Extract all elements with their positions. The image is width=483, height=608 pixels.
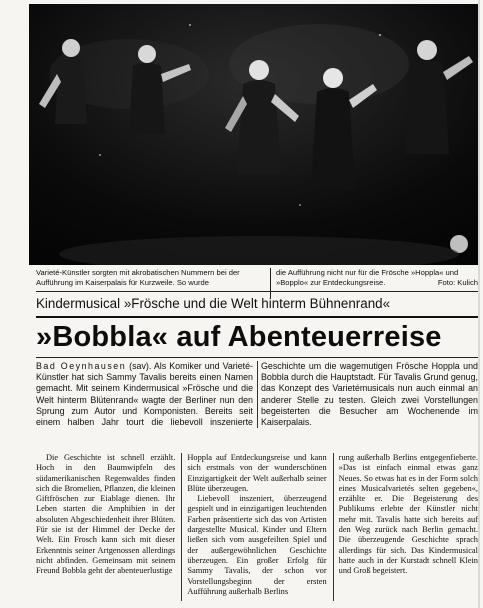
body-paragraph: rung außerhalb Berlins entgegenfieberte. »Das ist einfach einmal etwas ganz Neues. So etwas hat es in der Form solch eines Musicalvarietés selten gegeben«, erzählte er. Die Begeisterung des Publikums erlebte der Künstler nicht mehr mit. Tavalis hatte sich bereits auf den Weg zurück nach Berlin gemacht. Die überzeugende Geschichte sprach allerdings für sich. Das Kindermusical hatte auch in der Kurstadt schnell Klein und Groß begeistert. bbox=[338, 453, 478, 576]
stage-photo bbox=[29, 4, 478, 265]
page-edge bbox=[478, 0, 480, 608]
lead-paragraph bbox=[36, 361, 478, 428]
kicker-headline: Kindermusical »Frösche und die Welt hinterm Bühnenrand« bbox=[36, 296, 391, 311]
photo-credit: Foto: Kulich bbox=[437, 278, 478, 287]
article-body bbox=[36, 453, 478, 601]
stage-photo-image bbox=[29, 4, 478, 265]
lead-source: (sav). bbox=[129, 361, 152, 371]
body-paragraph: Liebevoll inszeniert, überzeugend gespielt und in einzigartigen leuchtenden Farben präsentierte sich das von Artisten dargestellte Musical. Kinder und Eltern ließen sich vom ausgefeilten Spiel und der außergewöhnlichen Geschichte überzeugen. Ein großer Erfolg für Sammy Tavalis, der schon vor Vorstellungsbeginn der ersten Aufführung außerhalb Berlins bbox=[187, 494, 327, 596]
photo-caption-right bbox=[270, 268, 478, 298]
body-paragraph: Die Geschichte ist schnell erzählt. Hoch in den Baumwipfeln des südamerikanischen Regenwaldes finden sich die Bromelien, Pflanzen, die kleinen Giftfröschen zur Eiablage dienen. Ihr Leben starten die Amphibien in der absoluten Abgeschiedenheit ihrer Blüten. Für sie ist der Himmel der Decke der Welt. Ein Frosch kann sich mit dieser Erkenntnis seiner Artgenossen allerdings nicht abfinden. Gemeinsam mit seinem Freund Bobbla geht der abenteuerlustige bbox=[36, 453, 176, 576]
photo-caption-left: Varieté-Künstler sorgten mit akrobatischen Nummern bei der Aufführung im Kaiserpalais für Kurzweile. So wurde bbox=[36, 268, 240, 287]
lead-dateline: Bad Oeynhausen bbox=[36, 361, 127, 371]
body-column-1 bbox=[36, 453, 175, 601]
photo-caption-right-line2-row bbox=[276, 278, 478, 288]
lead-text: Als Komiker und Varieté-Künstler hat sich Sammy Tavalis bereits einen Namen gemacht. Mit seinem Kindermusical »Frösche und die Welt hinterm Blütenrand« wagte der Berliner nun den Sprung zum Autor und Komponisten. Bereits seit einem halben Jahr tourt die liebevoll inszenierte Geschichte um die wagemutigen Frösche Hoppla und Bobbla durch die Hauptstadt. Für Tavalis Grund genug, das Konzept des Varietémusicals nun auch einmal an anderer Stelle zu testen. Gleich zwei Vorstellungen begeisterten die Besucher am Wochenende im Kaiserpalais. bbox=[36, 361, 478, 428]
body-paragraph: Hoppla auf Entdeckungsreise und kann sich erstmals von der wunderschönen Einzigartigkeit der Welt außerhalb seiner Blüte überzeugen. bbox=[187, 453, 327, 493]
body-column-3 bbox=[333, 453, 478, 601]
main-headline: »Bobbla« auf Abenteuerreise bbox=[36, 321, 442, 353]
photo-caption-right-line1: die Aufführung nicht nur für die Frösche »Hoppla« und bbox=[276, 268, 459, 277]
caption-divider bbox=[36, 291, 478, 292]
photo-caption-right-line2: »Bopplo« zur Entdeckungsreise. bbox=[276, 278, 386, 287]
body-column-2 bbox=[181, 453, 326, 601]
headline-divider bbox=[36, 357, 478, 358]
kicker-divider bbox=[36, 316, 478, 318]
